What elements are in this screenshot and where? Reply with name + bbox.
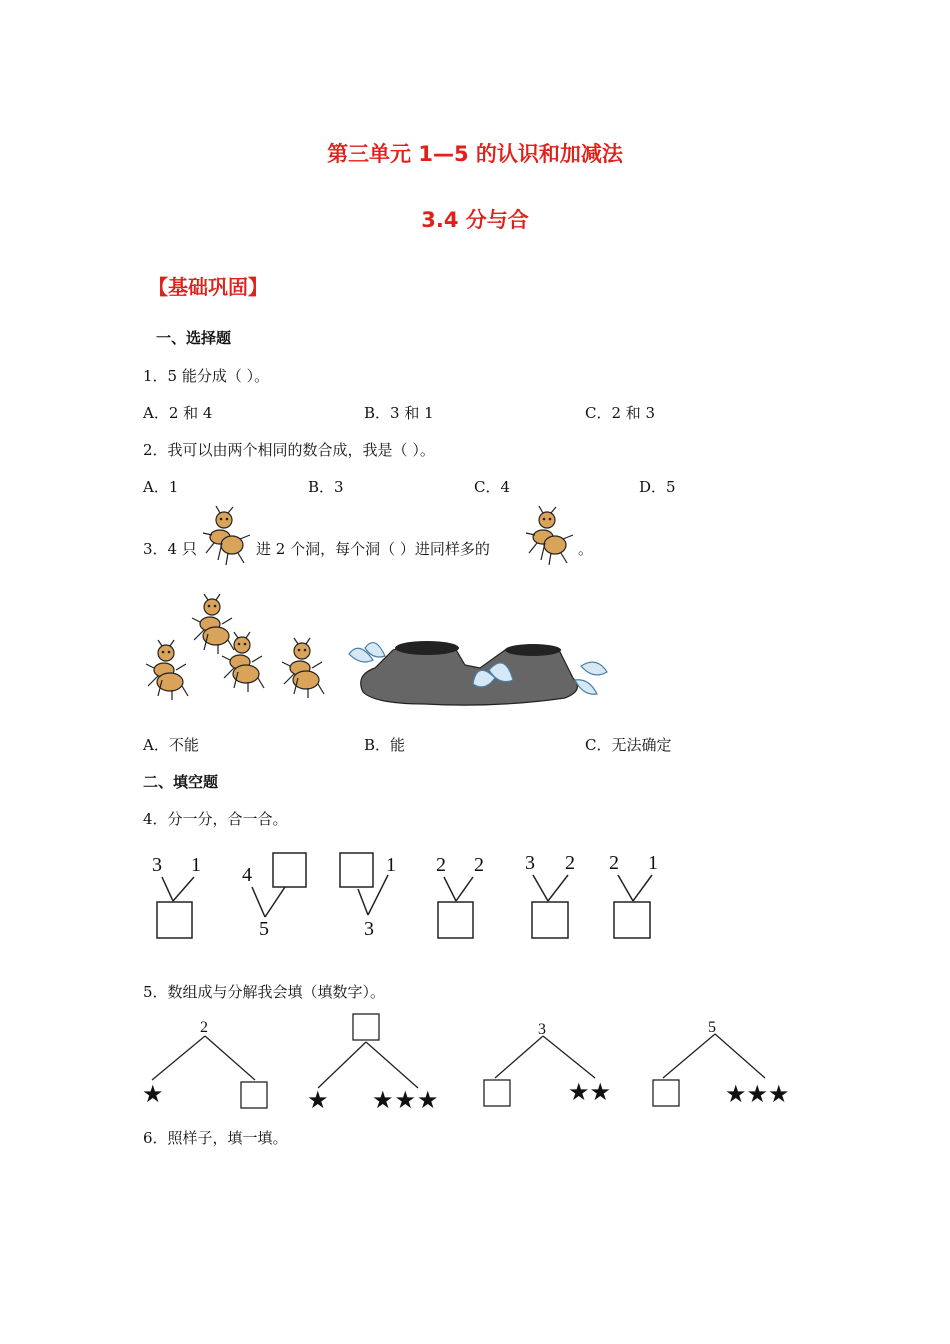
answer-box[interactable]: [484, 1080, 510, 1106]
holes-illustration: [345, 620, 610, 710]
answer-box[interactable]: [241, 1082, 267, 1108]
q4-d4-top-left: 2: [436, 854, 446, 876]
answer-box[interactable]: [157, 902, 192, 938]
q4-d5-top-right: 2: [565, 852, 575, 874]
q2-option-a[interactable]: A．1: [143, 478, 179, 496]
answer-box[interactable]: [273, 853, 306, 887]
question-5: 5．数组成与分解我会填（填数字）。: [143, 983, 386, 1001]
q1-option-a[interactable]: A．2 和 4: [143, 404, 213, 422]
question-1: 1．5 能分成（ ）。: [143, 367, 270, 385]
section-tag: 【基础巩固】: [148, 275, 268, 299]
answer-box[interactable]: [438, 902, 473, 938]
ant-icon: [523, 505, 575, 567]
q4-diagrams: [140, 845, 670, 945]
answer-box[interactable]: [532, 902, 568, 938]
answer-box[interactable]: [340, 853, 373, 887]
question-3-suffix: 。: [578, 540, 594, 558]
q5-t3-right-stars: ★★: [568, 1080, 612, 1106]
question-2: 2．我可以由两个相同的数合成，我是（ ）。: [143, 441, 435, 459]
unit-title: 第三单元 1—5 的认识和加减法: [327, 142, 623, 166]
q4-d5-top-left: 3: [525, 852, 535, 874]
lesson-title: 3.4 分与合: [421, 208, 529, 232]
section-heading-choice: 一、选择题: [156, 329, 232, 347]
answer-box[interactable]: [614, 902, 650, 938]
q4-d2-bottom: 5: [259, 918, 269, 940]
ant-icon: [200, 505, 252, 567]
q3-option-b[interactable]: B．能: [364, 736, 406, 754]
question-6: 6．照样子，填一填。: [143, 1129, 288, 1147]
q4-d3-bottom: 3: [364, 918, 374, 940]
q2-option-c[interactable]: C．4: [474, 478, 511, 496]
q5-t1-top: 2: [200, 1019, 208, 1036]
answer-box[interactable]: [353, 1014, 379, 1040]
q5-t4-right-stars: ★★★: [725, 1082, 790, 1108]
answer-box[interactable]: [653, 1080, 679, 1106]
four-ants-illustration: [140, 592, 330, 707]
section-heading-fill: 二、填空题: [143, 773, 219, 791]
question-3-middle: 进 2 个洞，每个洞（ ）进同样多的: [256, 540, 490, 558]
q4-d4-top-right: 2: [474, 854, 484, 876]
q4-d3-top-right: 1: [386, 854, 396, 876]
q5-trees: [140, 1012, 810, 1112]
q5-t2-right-stars: ★★★: [372, 1088, 440, 1112]
q5-t1-left-stars: ★: [142, 1082, 164, 1108]
q3-option-a[interactable]: A．不能: [143, 736, 199, 754]
q2-option-b[interactable]: B．3: [308, 478, 344, 496]
question-4: 4．分一分，合一合。: [143, 810, 288, 828]
q1-option-b[interactable]: B．3 和 1: [364, 404, 434, 422]
q4-d6-top-right: 1: [648, 852, 658, 874]
question-3-prefix: 3．4 只: [143, 540, 197, 558]
q5-t4-top: 5: [708, 1019, 716, 1036]
q5-t3-top: 3: [538, 1021, 546, 1038]
q4-d1-top-right: 1: [191, 854, 201, 876]
q4-d1-top-left: 3: [152, 854, 162, 876]
q4-d6-top-left: 2: [609, 852, 619, 874]
q2-option-d[interactable]: D．5: [639, 478, 676, 496]
q1-option-c[interactable]: C．2 和 3: [585, 404, 656, 422]
q5-t2-left-stars: ★: [307, 1088, 329, 1112]
q3-option-c[interactable]: C．无法确定: [585, 736, 672, 754]
q4-d2-top-left: 4: [242, 864, 252, 886]
